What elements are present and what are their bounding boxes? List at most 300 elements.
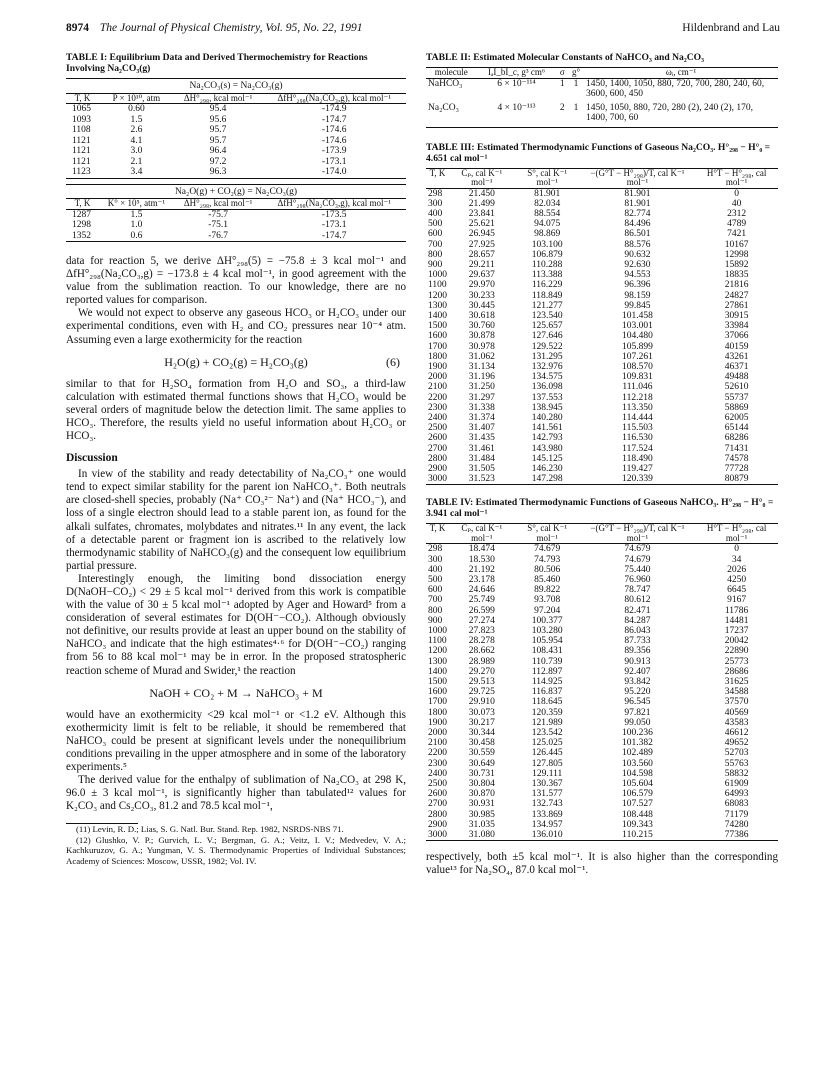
table-cell: 0.60 (128, 104, 145, 114)
table-cell: 93.708 (534, 595, 561, 606)
table-cell: 4.1 (130, 135, 143, 146)
table-row (426, 799, 778, 809)
table-cell: -75.1 (208, 220, 229, 230)
table-cell: 1298 (72, 220, 91, 230)
column-header: g° (568, 68, 584, 79)
table-cell: 27.823 (468, 626, 495, 637)
table-cell: 141.561 (531, 423, 563, 434)
table-cell: 103.280 (531, 626, 563, 637)
table-cell: 1108 (72, 125, 91, 135)
table-cell: 30.233 (468, 290, 495, 301)
table-cell: 28.657 (468, 249, 495, 260)
equation-6 (66, 355, 406, 370)
table-row (66, 167, 406, 178)
table-cell: 110.739 (531, 656, 563, 667)
table-cell: 64993 (724, 789, 749, 800)
table-cell: 90.632 (624, 249, 651, 260)
column-header: σ (556, 68, 568, 79)
table-row (426, 748, 778, 758)
table-cell: 700 (428, 239, 443, 250)
table-cell: 21.450 (468, 188, 495, 199)
table-cell: 18835 (724, 270, 749, 281)
column-header: molecule (426, 68, 476, 79)
table-cell: 116.229 (531, 280, 563, 291)
table-cell: 74.679 (624, 544, 651, 555)
table-cell: 108.431 (531, 646, 563, 657)
table-cell: 65144 (724, 423, 749, 434)
table-cell: 29.637 (468, 270, 495, 281)
table-cell: 118.645 (531, 697, 563, 708)
table-cell: 109.831 (622, 372, 653, 383)
table-cell: 115.503 (622, 423, 653, 434)
table-cell: 130.367 (531, 779, 563, 790)
table-cell: 146.230 (531, 463, 563, 474)
table-cell: 31.523 (449, 474, 515, 485)
column-header: T, K (66, 93, 99, 104)
table-cell: 92.630 (624, 259, 651, 270)
table-row (426, 464, 778, 474)
table-row (426, 769, 778, 779)
table-cell: 22890 (724, 646, 749, 657)
table-cell: 95.7 (209, 125, 227, 135)
table-cell: 43583 (724, 717, 749, 728)
table-cell: 80879 (695, 474, 778, 485)
table-row (426, 78, 778, 103)
table-cell: 31.484 (468, 453, 495, 464)
table-cell: 1000 (428, 626, 447, 637)
table-cell: 103.560 (622, 758, 653, 769)
table-cell: 2000 (428, 372, 447, 383)
table-row (426, 708, 778, 718)
header-row (66, 199, 406, 210)
table-row (426, 616, 778, 626)
table-cell: 90.913 (624, 656, 651, 667)
table-row (426, 219, 778, 229)
paragraph: would have an exothermicity <29 kcal mol⁻¹ or <1.2 eV. Although this exothermicity limit is felt to be reliable, it should be remembered that NaHCO₃ could be present at significant levels under the nonequilibrium conditions prevailing in the upper atmosphere and in some of the laboratory experiments.⁵ (66, 708, 406, 773)
table2 (426, 67, 778, 128)
table-cell: 2900 (428, 819, 447, 830)
table-cell: 29.513 (468, 677, 495, 688)
table-row (426, 270, 778, 280)
equation-text: H₂O(g) + CO₂(g) = H₂CO₃(g) (164, 354, 308, 369)
table-cell: 1450, 1050, 880, 720, 280 (2), 240 (2), 170, 1400, 700, 60 (584, 103, 778, 128)
table-cell: 123.540 (531, 310, 563, 321)
table-cell: 1600 (428, 687, 447, 698)
table-cell: 95.4 (209, 104, 227, 114)
table-cell: 25.621 (468, 219, 495, 230)
table-cell: 26.599 (468, 605, 495, 616)
table-row (426, 575, 778, 585)
table-row (426, 291, 778, 301)
table-row (426, 103, 778, 128)
table-cell: 147.298 (515, 474, 580, 485)
table-cell: 21.192 (468, 564, 495, 575)
table-cell: 1121 (72, 135, 91, 146)
table-cell: 71431 (724, 443, 749, 454)
table-cell: 900 (428, 259, 443, 270)
table-cell: 1100 (428, 636, 447, 647)
table-cell: 116.837 (531, 687, 563, 698)
table-row (426, 209, 778, 219)
table-cell: 143.980 (531, 443, 563, 454)
table-row (426, 810, 778, 820)
table-row (426, 738, 778, 748)
table-cell: 101.458 (622, 310, 653, 321)
table-row (426, 830, 778, 841)
table-cell: 31.407 (468, 423, 495, 434)
table-cell: 30.931 (468, 799, 495, 810)
table-row (66, 157, 406, 168)
table-cell: 30.978 (468, 341, 495, 352)
table-cell: 1.0 (130, 220, 143, 230)
table-cell: 113.388 (531, 270, 563, 281)
table-cell: 1300 (428, 656, 447, 667)
table-cell: 82.471 (624, 605, 651, 616)
table-cell: 74578 (724, 453, 749, 464)
column-header: ωᵢ, cm⁻¹ (584, 68, 778, 79)
table-cell: 88.554 (534, 208, 561, 219)
column-header: Cₚ, cal K⁻¹ mol⁻¹ (449, 524, 515, 544)
table-cell: 6645 (727, 585, 747, 596)
table-cell: 95.220 (624, 687, 651, 698)
table-cell: 140.280 (531, 412, 563, 423)
table-row (426, 372, 778, 382)
table-cell: 2800 (428, 453, 447, 464)
table-cell: 31.297 (468, 392, 495, 403)
table-cell: 62005 (724, 412, 749, 423)
table-cell: 95.7 (209, 135, 227, 146)
table-cell: 1.5 (130, 114, 143, 125)
table-cell: 1450, 1400, 1050, 880, 720, 700, 280, 240, 60, 3600, 600, 450 (586, 78, 765, 99)
equation-reaction: NaOH + CO₂ + M → NaHCO₃ + M (149, 685, 323, 700)
table-cell: 74280 (724, 819, 749, 830)
table-cell: 96.3 (174, 167, 263, 178)
table-cell: 109.343 (622, 819, 653, 830)
table3 (426, 168, 778, 486)
table-cell: 24.646 (468, 585, 495, 596)
table-cell: 1500 (428, 321, 447, 332)
table-cell: 300 (428, 198, 443, 209)
table-cell: 2026 (727, 564, 747, 575)
table-row (66, 209, 406, 220)
table-cell: 1200 (428, 646, 447, 657)
paragraph: The derived value for the enthalpy of sublimation of Na₂CO₃ at 298 K, 96.0 ± 3 kcal mol⁻¹, is significantly higher than tabulated¹² values for K₂CO₃ and Cs₂CO₃, 81.2 and 78.5 kcal mol⁻¹, (66, 774, 406, 813)
table-cell: 31.435 (468, 433, 495, 444)
table-cell: 113.350 (622, 402, 653, 413)
table-cell: 31.080 (449, 830, 515, 841)
table-cell: 21816 (724, 280, 749, 291)
table-cell: 800 (428, 605, 443, 616)
table-cell: 14481 (724, 615, 749, 626)
table-cell: 104.598 (622, 768, 653, 779)
table-cell: 7421 (727, 229, 747, 240)
table-row (426, 250, 778, 260)
table-cell: 500 (428, 575, 443, 585)
table-cell: 103.100 (531, 239, 563, 250)
table2-caption: TABLE II: Estimated Molecular Constants of NaHCO₃ and Na₂CO₃ (426, 52, 704, 63)
table-cell: 123.542 (531, 728, 563, 739)
table-row (426, 454, 778, 464)
column-header: H°T − H°₂₉₈, cal mol⁻¹ (695, 168, 778, 188)
table-cell: 77728 (724, 463, 749, 474)
table-cell: 700 (428, 595, 443, 606)
table-cell: 138.945 (531, 402, 563, 413)
table-cell: 31.062 (468, 351, 495, 362)
table-cell: 30.458 (468, 738, 495, 749)
table-cell: 600 (428, 585, 443, 596)
table-cell: 134.575 (531, 372, 563, 383)
table-cell: 126.445 (531, 748, 563, 759)
table-cell: 2200 (428, 748, 447, 759)
table-cell: 125.657 (531, 321, 563, 332)
table-cell: 1400 (428, 310, 447, 321)
table-cell: 12998 (724, 249, 749, 260)
table-cell: 3000 (428, 474, 447, 485)
table-cell: 30.804 (468, 779, 495, 790)
table-cell: 1800 (428, 707, 447, 718)
table-row (426, 260, 778, 270)
reference-12: (12) Glushko, V. P.; Gurvich, L. V.; Bergman, G. A.; Veitz, I. V.; Medvedev, V. A.; Kachkuruzov, G. A.; Yungman, V. S. Thermodynamic Properties of Individual Substances; Academy of Sciences: Moscow, USSR, 1982; Vol. IV. (66, 834, 406, 866)
table-cell: 116.530 (622, 433, 653, 444)
table-cell: 68083 (724, 799, 749, 810)
table-cell: -174.7 (321, 114, 347, 125)
table-cell: 29.725 (468, 687, 495, 698)
table-cell: 27.274 (468, 615, 495, 626)
table-cell: 6 × 10⁻¹¹⁴ (497, 78, 536, 89)
table-cell: 30915 (724, 310, 749, 321)
table-cell: 29.270 (468, 666, 495, 677)
table-cell: 31.338 (468, 402, 495, 413)
table-cell: 80.612 (624, 595, 651, 606)
table-cell: 117.524 (622, 443, 653, 454)
table-cell: 1400 (428, 666, 447, 677)
table-cell: 30.985 (468, 809, 495, 820)
table-cell: 74.679 (624, 554, 651, 565)
table-cell: 74.679 (534, 544, 561, 555)
table-row (426, 342, 778, 352)
reaction-row (66, 184, 406, 199)
table-cell: 95.6 (209, 114, 227, 125)
table-cell: 1200 (428, 290, 447, 301)
table-cell: 121.277 (531, 300, 563, 311)
table-row (426, 331, 778, 341)
table-cell: 86.501 (624, 229, 651, 240)
table-cell: 118.490 (622, 453, 653, 464)
table-cell: 400 (428, 208, 443, 219)
table-cell: 18.530 (468, 554, 495, 565)
table-cell: Na₂CO₃ (426, 103, 476, 128)
table-cell: 30.445 (468, 300, 495, 311)
table-cell: 2100 (428, 382, 447, 393)
table-row (426, 687, 778, 697)
table-cell: 29.970 (468, 280, 495, 291)
table-cell: 129.111 (532, 768, 563, 779)
table-cell: 30.073 (468, 707, 495, 718)
table-cell: 102.489 (622, 748, 653, 759)
table-cell: 1700 (428, 697, 447, 708)
table-row (426, 423, 778, 433)
table-row (426, 606, 778, 616)
table-cell: 4789 (727, 219, 747, 230)
table-cell: 2 (556, 103, 568, 128)
table-cell: 137.553 (531, 392, 563, 403)
table-cell: 37570 (724, 697, 749, 708)
paragraph: Interestingly enough, the limiting bond dissociation energy D(NaOH−CO₂) < 29 ± 5 kcal mol⁻¹ derived from this work is compatible with the value of 30 ± 5 kcal mol⁻¹ adopted by Ager and Howard⁵ from a consideration of several estimates for D(OH⁻−CO₂). Although obviously not definitive, our results provide at least an upper bound on the stability of NaHCO₃ and indicate that the high estimates⁴·⁶ for D(OH⁻−CO₂) ranging from 56 to 88 kcal mol⁻¹ may be in error. In the proposed stratospheric reaction scheme of Murad and Swider,¹ the reaction (66, 572, 406, 677)
table-cell: 29.910 (468, 697, 495, 708)
table-cell: 89.822 (534, 585, 561, 596)
table-cell: 106.579 (622, 789, 653, 800)
table-row (66, 136, 406, 147)
table-row (66, 115, 406, 126)
header-row (66, 93, 406, 104)
table-row (426, 474, 778, 485)
column-header: K° × 10⁵, atm⁻¹ (99, 199, 174, 210)
table-cell: 0 (734, 544, 739, 555)
table-cell: 1 (568, 103, 584, 128)
table-cell: 114.444 (622, 412, 653, 423)
table-cell: 2300 (428, 758, 447, 769)
table-row (426, 646, 778, 656)
table-cell: 58869 (724, 402, 749, 413)
table-cell: 104.480 (622, 331, 653, 342)
table-row (426, 362, 778, 372)
table-cell: 26.945 (468, 229, 495, 240)
table-cell: 107.527 (622, 799, 653, 810)
table-cell: 25773 (724, 656, 749, 667)
table-cell: 0.6 (99, 231, 174, 242)
section-heading: Discussion (66, 452, 118, 465)
column-header: −(G°T − H°₂₉₈)/T, cal K⁻¹ mol⁻¹ (580, 168, 695, 188)
table-cell: 127.646 (531, 331, 563, 342)
table-cell: 24827 (724, 290, 749, 301)
table-cell: 30.760 (468, 321, 495, 332)
column-header: T, K (66, 199, 99, 210)
table-cell: 94.075 (534, 219, 561, 230)
table-cell: 40 (731, 198, 742, 209)
paragraph: respectively, both ±5 kcal mol⁻¹. It is also higher than the corresponding value¹³ for Na₂SO₄, 87.0 kcal mol⁻¹. (426, 851, 778, 877)
table-cell: 1900 (428, 717, 447, 728)
table-row (426, 657, 778, 667)
table-cell: 108.570 (622, 361, 653, 372)
table-cell: 298 (428, 544, 443, 555)
table-cell: 2400 (428, 412, 447, 423)
table-cell: 9167 (727, 595, 747, 606)
table-cell: 2200 (428, 392, 447, 403)
journal-title: The Journal of Physical Chemistry, Vol. 95, No. 22, 1991 (99, 22, 363, 34)
reaction-row (66, 79, 406, 94)
table-cell: -173.9 (321, 146, 347, 156)
table-cell: 27861 (724, 300, 749, 311)
column-header: S°, cal K⁻¹ mol⁻¹ (515, 524, 580, 544)
table-cell: 111.046 (622, 382, 653, 393)
table-row (426, 585, 778, 595)
table-cell: 1500 (428, 677, 447, 688)
table-cell: 84.287 (624, 615, 651, 626)
table-cell: 2400 (428, 768, 447, 779)
table1-caption: TABLE I: Equilibrium Data and Derived Thermochemistry for Reactions Involving Na₂CO₃(g) (66, 52, 368, 74)
table-row (426, 595, 778, 605)
column-header: S°, cal K⁻¹ mol⁻¹ (515, 168, 580, 188)
table-cell: 49488 (724, 372, 749, 383)
table-row (426, 636, 778, 646)
table-cell: 300 (428, 554, 443, 565)
table-cell: 1123 (66, 167, 99, 178)
table-cell: -173.1 (321, 156, 347, 167)
table-cell: 75.440 (624, 564, 651, 575)
table-cell: 10167 (724, 239, 749, 250)
table-cell: 80.506 (534, 564, 561, 575)
table-row (426, 393, 778, 403)
table-cell: 40569 (724, 707, 749, 718)
table-cell: 20042 (724, 636, 749, 647)
table-cell: 28.662 (468, 646, 495, 657)
table-cell: 28.278 (468, 636, 495, 647)
table-cell: 98.159 (624, 290, 651, 301)
table-cell: 18.474 (468, 544, 495, 555)
table-cell: 96.545 (624, 697, 651, 708)
table-cell: 81.901 (624, 188, 651, 199)
table-cell: 68286 (724, 433, 749, 444)
table-cell: 2800 (428, 809, 447, 820)
column-header: ΔH°₂₉₈, kcal mol⁻¹ (174, 199, 263, 210)
table-cell: 120.359 (531, 707, 563, 718)
table-row (426, 352, 778, 362)
table-cell: 1000 (428, 270, 447, 281)
table-row (426, 779, 778, 789)
table-cell: 61909 (724, 779, 749, 790)
table-cell: 98.869 (534, 229, 561, 240)
table-cell: 49652 (724, 738, 749, 749)
table-cell: 133.869 (531, 809, 563, 820)
table-cell: 112.218 (622, 392, 653, 403)
table-cell: 112.897 (531, 666, 563, 677)
table1 (66, 78, 406, 247)
table-row (426, 301, 778, 311)
column-header: IₐI_bI_c, g³ cm⁶ (476, 68, 556, 79)
table-cell: 900 (428, 615, 443, 626)
table-cell: -174.6 (321, 135, 347, 146)
table-cell: 17237 (724, 626, 749, 637)
table-cell: 30.731 (468, 768, 495, 779)
table-cell: 3000 (428, 830, 447, 841)
table-cell: 71179 (724, 809, 749, 820)
table-row (426, 403, 778, 413)
table-cell: 27.925 (468, 239, 495, 250)
table-cell: 3.0 (130, 146, 143, 156)
table-cell: 2312 (727, 208, 747, 219)
table-cell: 2000 (428, 728, 447, 739)
table-cell: 3.4 (99, 167, 174, 178)
table-cell: 96.4 (209, 146, 227, 156)
table-row (66, 231, 406, 242)
table-cell: -173.5 (321, 209, 347, 220)
table-row (426, 565, 778, 575)
table-cell: 110.288 (531, 259, 563, 270)
table-cell: 30.870 (468, 789, 495, 800)
table-cell: 88.576 (624, 239, 651, 250)
table-cell: 46371 (724, 361, 749, 372)
table-cell: 132.743 (531, 799, 563, 810)
reaction-title: Na₂CO₃(s) = Na₂CO₃(g) (66, 79, 406, 94)
reference-11: (11) Levin, R. D.; Lias, S. G. Natl. Bur. Stand. Rep. 1982, NSRDS-NBS 71. (76, 824, 344, 835)
running-header (66, 22, 780, 40)
table-cell: 1 (573, 78, 579, 89)
table-cell: 33984 (724, 321, 749, 332)
table-cell: 34 (731, 554, 742, 565)
table-cell: 55737 (724, 392, 749, 403)
table-cell: 78.747 (624, 585, 651, 596)
table-cell: 87.733 (624, 636, 651, 647)
